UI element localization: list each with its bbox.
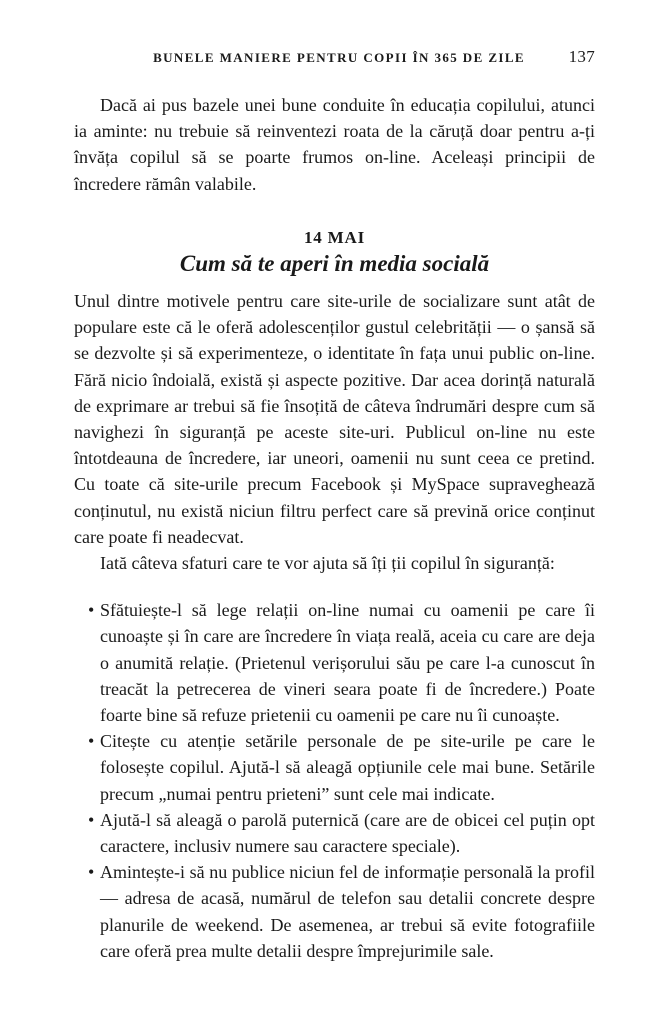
page-number: 137 [568,47,595,66]
section-date: 14 MAI [304,228,365,247]
list-item [74,597,595,728]
tips-intro: Iată câteva sfaturi care te vor ajuta să îți ții copilul în siguranță: [100,553,555,574]
intro-paragraph: Dacă ai pus bazele unei bune conduite în educația copilului, atunci ia aminte: nu trebuie să reinventezi roata de la căruță doar pentru a-ți învăța copilul să se poarte frumos on-line. Aceleași principii de încredere rămân valabile. [74,95,595,194]
section-body [74,288,595,964]
section-title: Cum să te aperi în media socială [179,251,490,276]
tip-text: Sfătuiește-l să lege relații on-line numai cu oamenii pe care îi cunoaște și în care are încredere în viața reală, aceia cu care are deja o anumită relație. (Prietenul verișorului său pe care l-a cunoscut în treacăt la petrecerea de vineri seara poate fi de încredere.) Poate foarte bine să refuze prietenii cu oamenii pe care nu îi cunoaște. [100,600,595,726]
bullet-icon: • [88,731,95,752]
list-item [74,728,595,807]
running-title: BUNELE MANIERE PENTRU COPII ÎN 365 DE ZILE [153,50,525,65]
list-item [74,859,595,964]
tip-text: Amintește-i să nu publice niciun fel de informație personală la profil — adresa de acasă, numărul de telefon sau detalii concrete despre planurile de weekend. De asemenea, ar trebui să evite fotografiile care oferă prea multe detalii despre împrejurimile sale. [100,862,595,961]
tips-list [74,597,595,964]
section-paragraph: Unul dintre motivele pentru care site-urile de socializare sunt atât de populare este că le oferă adolescenților gustul celebrității — o șansă să se dezvolte și să experimenteze, o identitate în fața unui public on-line. Fără nicio îndoială, există și aspecte pozitive. Dar acea dorință naturală de exprimare ar trebui să fie însoțită de câteva îndrumări despre cum să navighezi în siguranță pe aceste site-uri. Publicul on-line nu este întotdeauna de încredere, iar uneori, oamenii nu sunt ceea ce pretind. Cu toate că site-urile precum Facebook și MySpace supraveghează conținutul, nu există niciun filtru perfect care să prevină orice conținut care poate fi neadecvat. [74,291,595,547]
tip-text: Ajută-l să aleagă o parolă puternică (care are de obicei cel puțin opt caractere, inclusiv numere sau caractere speciale). [100,809,595,857]
tip-text: Citește cu atenție setările personale de pe site-urile pe care le folosește copilul. Ajută-l să aleagă opțiunile cele mai bune. Setările precum „numai pentru prieteni” sunt cele mai indicate. [100,731,595,804]
running-head [74,46,595,70]
bullet-icon: • [88,862,95,883]
list-item [74,807,595,859]
bullet-icon: • [88,600,95,621]
intro-block [74,92,595,197]
bullet-icon: • [88,809,95,830]
